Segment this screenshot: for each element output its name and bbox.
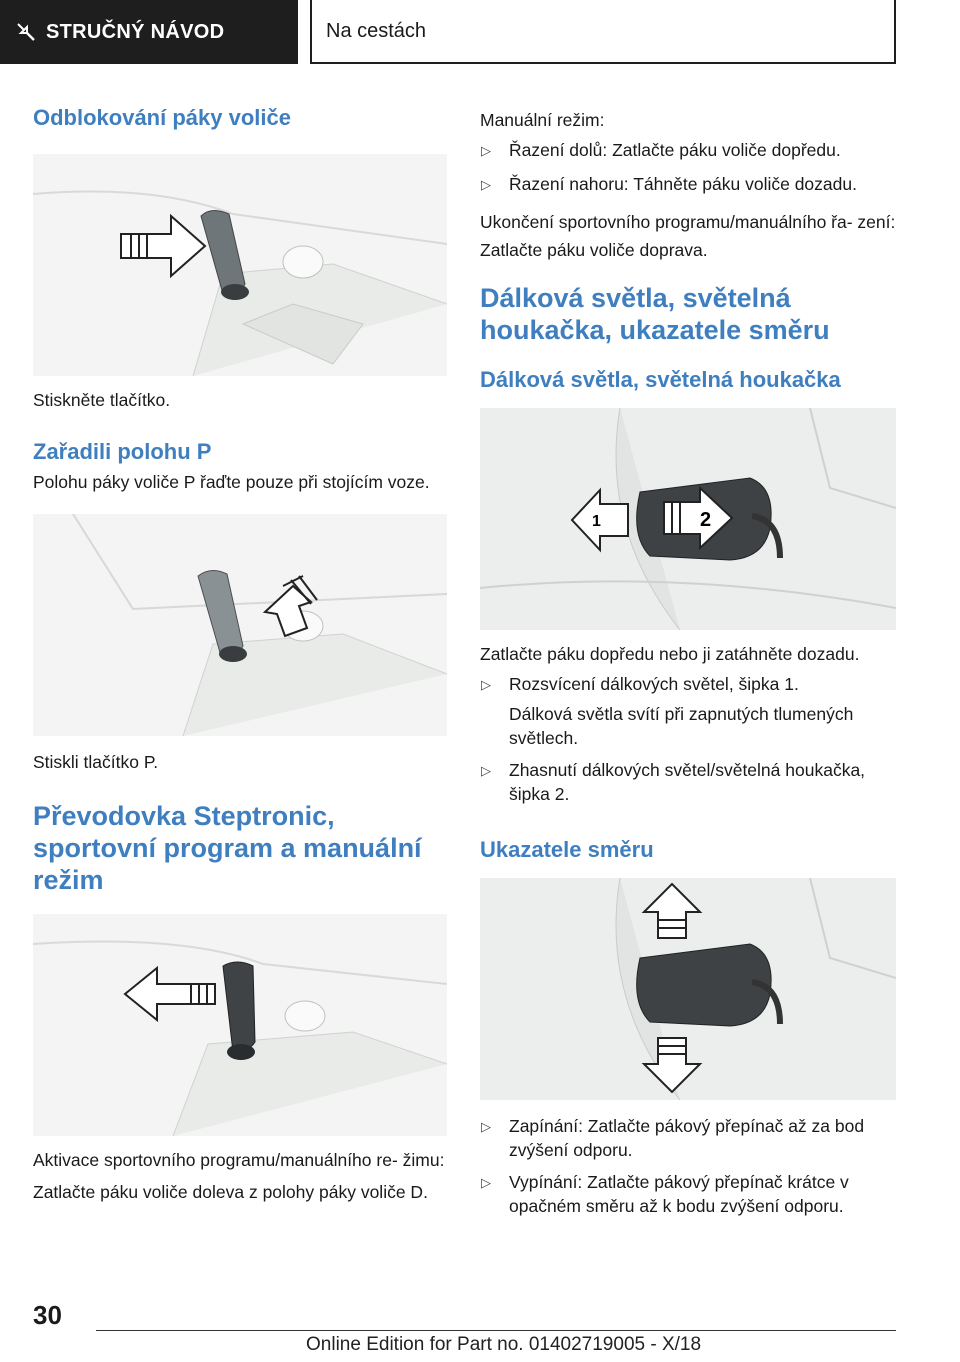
footer-edition: Online Edition for Part no. 01402719005 - X/18 <box>306 1334 702 1355</box>
indicator-list <box>480 1114 896 1218</box>
triangle-bullet-icon: ▷ <box>481 677 491 692</box>
heading-lights: Dálková světla, světelná houkačka, ukazatele směru <box>480 283 830 345</box>
heading-indicators: Ukazatele směru <box>480 837 654 862</box>
heading-park: Zařadili polohu P <box>33 439 212 464</box>
paragraph-stalk: Zatlačte páku dopředu nebo ji zatáhněte dozadu. <box>480 644 860 664</box>
paragraph-activate-sport: Aktivace sportovního programu/manuálního re- žimu: <box>33 1150 445 1170</box>
chapter-tab-label: STRUČNÝ NÁVOD <box>46 20 225 43</box>
highbeam-list <box>480 672 896 696</box>
paragraph-push-right: Zatlačte páku voliče doprava. <box>480 240 708 260</box>
triangle-bullet-icon: ▷ <box>481 1175 491 1190</box>
figure-indicator-stalk <box>480 878 896 1100</box>
chapter-tab[interactable] <box>0 0 298 64</box>
list-item: ▷ Řazení nahoru: Táhněte páku voliče dozadu. <box>480 172 896 196</box>
triangle-bullet-icon: ▷ <box>481 143 491 158</box>
arrow-label-2: 2 <box>700 509 712 531</box>
triangle-bullet-icon: ▷ <box>481 177 491 192</box>
heading-highbeam: Dálková světla, světelná houkačka <box>480 367 841 392</box>
arrow-label-1: 1 <box>592 513 601 530</box>
section-title <box>310 0 896 64</box>
triangle-bullet-icon: ▷ <box>481 763 491 778</box>
paragraph-highbeam-note: Dálková světla svítí při zapnutých tlumených světlech. <box>509 704 854 748</box>
manual-list <box>480 138 896 196</box>
list-item: ▷ Rozsvícení dálkových světel, šipka 1. <box>480 672 896 696</box>
figure-high-beam-stalk <box>480 408 896 630</box>
heading-steptronic: Převodovka Steptronic, sportovní program a manuální režim <box>33 801 422 895</box>
heading-unlock: Odblokování páky voliče <box>33 105 291 130</box>
section-title-label: Na cestách <box>326 19 427 42</box>
quick-guide-icon <box>14 20 38 44</box>
figure-selector-unlock <box>33 154 447 376</box>
caption-p-button: Stiskli tlačítko P. <box>33 752 159 772</box>
paragraph-end-sport: Ukončení sportovního programu/manuálního řa- zení: <box>480 212 896 232</box>
list-item: ▷ Vypínání: Zatlačte pákový přepínač krátce v opačném směru až k bodu zvýšení odporu. <box>481 1172 849 1216</box>
figure-selector-park <box>33 514 447 736</box>
triangle-bullet-icon: ▷ <box>481 1119 491 1134</box>
list-item: ▷ Zhasnutí dálkových světel/světelná houkačka, šipka 2. <box>481 760 866 804</box>
left-column <box>33 96 447 1204</box>
flash-list <box>480 758 896 806</box>
figure-selector-sport <box>33 914 447 1136</box>
caption-press-button: Stiskněte tlačítko. <box>33 390 171 410</box>
paragraph-manual: Manuální režim: <box>480 110 605 130</box>
list-item: ▷ Zapínání: Zatlačte pákový přepínač až za bod zvýšení odporu. <box>481 1116 865 1160</box>
right-column <box>480 96 896 1218</box>
paragraph-park: Polohu páky voliče P řaďte pouze při stojícím voze. <box>33 472 430 492</box>
list-item: ▷ Řazení dolů: Zatlačte páku voliče dopředu. <box>480 138 896 162</box>
page-number: 30 <box>33 1300 62 1330</box>
paragraph-push-left: Zatlačte páku voliče doleva z polohy páky voliče D. <box>33 1182 428 1202</box>
footer-divider <box>96 1330 896 1331</box>
